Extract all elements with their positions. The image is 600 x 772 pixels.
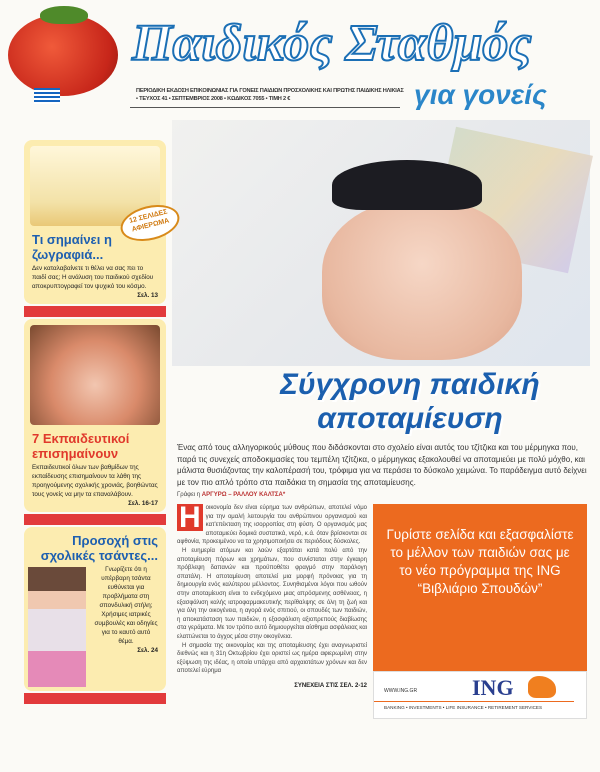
story-text: Δεν καταλαβαίνετε τι θέλει να σας πει το παιδί σας; Η ανάλυση του παιδικού σχεδίου αποκρυπτογραφεί τον ψυχικό του κόσμο. Σελ. 13 — [32, 265, 158, 299]
drop-cap: Η — [179, 501, 201, 534]
ing-logo: ING — [472, 675, 514, 700]
story-title: Τι σημαίνει η ζωγραφιά... — [32, 232, 112, 262]
divider-bar — [24, 514, 166, 525]
ing-advert-footer — [373, 671, 587, 719]
byline: Γράφει η ΑΡΓΥΡΩ – ΡΑΛΛΟΥ ΚΑΛΤΣΑ* — [177, 492, 286, 498]
article-intro: Ένας από τους αλληγορικούς μύθους που διδάσκονται στο σχολείο είναι αυτός του τζίτζικα και του μέρμηγκα που, παρά τις συνεχείς αποδοκιμασίες του τεμπέλη τζίτζικα, ο μέρμηγκας εξακολουθεί να αποταμιεύει με πολύ μόχθο, και μάλιστα θυσιάζοντας την καλοπέρασή του, τρόφιμα για να περάσει το δύσκολο χειμώνα. Το παράδειγμα αυτό δείχνει με τον πιο απλό τρόπο στα παιδάκια τη σημασία της αποταμίευσης. — [177, 443, 587, 487]
article-body: Η οικονομία δεν είναι εύρημα των ανθρώπων, αποτελεί νόμο για την ομαλή λειτουργία του ανθρώπινου οργανισμού και κατ'επέκταση της ισορροπίας στη φύση. Ο οργανισμός μας αποταμιεύει δομικά συστατικά, νερό, κ.ά. όταν βρίσκονται σε αφθονία, προκειμένου να τα χρησιμοποιήσει σε περιόδους δύσκολες. Η ευημερία ατόμων και λαών εξαρτάται κατά πολύ από την αποταμίευση πόρων και χρημάτων, που συνίσταται στην έγκαιρη πρόβλεψη δαπανών και προϋποθέτει φραγμό στην παράλογη σπατάλη. Η αποταμίευση αποτελεί μια μορφή πρόνοιας για τη δημιουργία ενός καλύτερου μέλλοντος. Συνηθισμένοι λόγοι που ωθούν στην αποταμίευση είναι το ενδεχόμενο μιας απρόσμενης ασθένειας, η εξασφάλιση καλής ιατροφαρμακευτικής περίθαλψης σε όλη τη ζωή και για όλη την οικογένεια, η αγορά ενός σπιτιού, οι σπουδές των παιδιών, η αποκατάσταση των παιδιών, η εξασφάλιση αξιοπρεπούς διαβίωσης στα γεράματα. Με τον τρόπο αυτό δημιουργείται αίσθημα ασφάλειας και ελαττώνεται το άγχος μέσα στην οικογένεια. Η σημασία της οικονομίας και της αποταμίευσης έχει αναγνωριστεί διεθνώς και η 31η Οκτωβρίου έχει οριστεί ως ημέρα αφιερωμένη στην εξύψωση της ιδέας, η οποία υπάρχει από αρχαιοτάτων χρόνων και δεν αποτελεί εύρημα ΣΥΝΕΧΕΙΑ ΣΤΙΣ ΣΕΛ. 2-12 — [177, 501, 367, 689]
girl-schoolbag-image — [28, 567, 86, 687]
ad-services: BANKING • INVESTMENTS • LIFE INSURANCE • RETIREMENT SERVICES — [384, 705, 543, 710]
sidebar-story-teachers[interactable] — [24, 319, 166, 512]
tomato-logo — [8, 14, 118, 96]
continued-note: ΣΥΝΕΧΕΙΑ ΣΤΙΣ ΣΕΛ. 2-12 — [294, 682, 367, 689]
ing-advert[interactable] — [373, 504, 587, 719]
article-area — [177, 442, 587, 719]
story-text: Γνωρίζετε ότι η υπέρβαρη τσάντα ευθύνεται για προβλήματα στη σπονδυλική στήλη; Χρήσιμες ιατρικές συμβουλές και οδηγίες για το καυτό αυτό θέμα. Σελ. 24 — [94, 566, 158, 654]
tomato-leaf — [40, 6, 88, 24]
graduation-cap — [332, 160, 482, 210]
masthead-subtitle: για γονείς — [414, 79, 547, 110]
story-title: 7 Εκπαιδευτικοί επισημαίνουν — [32, 431, 130, 461]
cover-headline: Σύγχρονη παιδική αποταμίευση — [280, 368, 540, 435]
girl-with-book-image — [30, 325, 160, 425]
story-text: Εκπαιδευτικοί όλων των βαθμίδων της εκπαίδευσης επισημαίνουν τα λάθη της προηγούμενης σχολικής χρονιάς, βοηθώντας τους γονείς να μην τα επαναλάβουν. Σελ. 16-17 — [32, 464, 158, 507]
cover-photo-baby-graduate — [172, 120, 590, 366]
story-title: Προσοχή στις σχολικές τσάντες... — [40, 533, 158, 563]
masthead-tagline: ΠΕΡΙΟΔΙΚΗ ΕΚΔΟΣΗ ΕΠΙΚΟΙΝΩΝΙΑΣ ΓΙΑ ΓΟΝΕΙΣ ΠΑΙΔΙΩΝ ΠΡΟΣΧΟΛΙΚΗΣ ΚΑΙ ΠΡΩΤΗΣ ΠΑΙΔΙΚΗΣ ΗΛΙΚΙΑΣ — [136, 88, 404, 94]
divider — [374, 701, 574, 702]
divider-bar — [24, 693, 166, 704]
divider-bar — [24, 306, 166, 317]
masthead-title: Παιδικός Σταθμός — [132, 15, 532, 72]
pages-badge: 12 ΣΕΛΙΔΕΣ ΑΦΙΕΡΩΜΑ — [117, 199, 183, 247]
sidebar-story-schoolbags[interactable] — [24, 527, 166, 691]
ing-advert-body[interactable]: Γυρίστε σελίδα και εξασφαλίστε το μέλλον των παιδιών σας με το νέο πρόγραμμα της ING “Βιβλιάριο Σπουδών” — [373, 504, 587, 671]
greek-flag-icon — [34, 88, 60, 104]
baby — [322, 200, 522, 360]
issue-info: • ΤΕΥΧΟΣ 41 • ΣΕΠΤΕΜΒΡΙΟΣ 2008 • ΚΩΔΙΚΟΣ 7055 • ΤΙΜΗ 2 € — [136, 96, 291, 102]
ad-url[interactable]: WWW.ING.GR — [384, 688, 418, 694]
divider — [130, 107, 400, 108]
lion-icon — [528, 676, 556, 698]
